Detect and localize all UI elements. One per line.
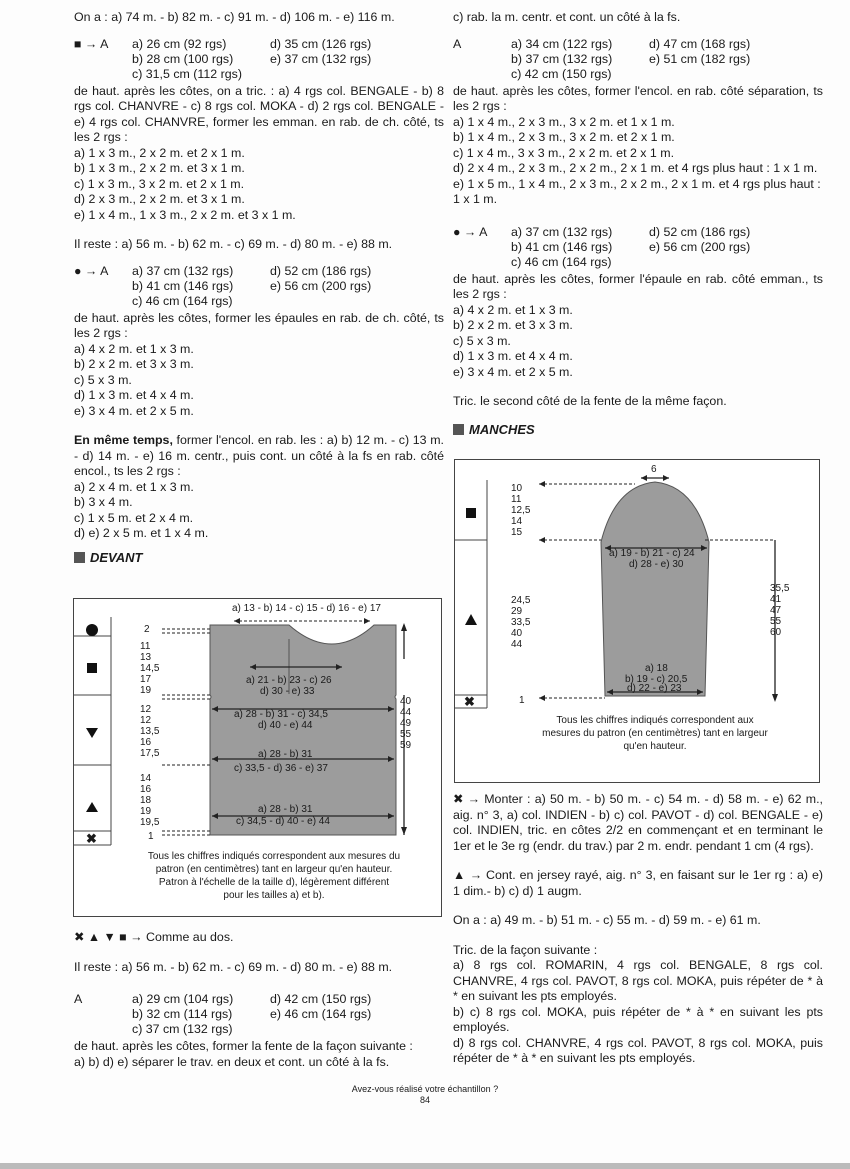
manches-diagram bbox=[454, 459, 820, 783]
devant-schematic bbox=[74, 599, 441, 916]
circle-marker-icon bbox=[86, 624, 98, 636]
size-e: e) 56 cm (200 rgs) bbox=[270, 278, 372, 293]
height-labels-group-2 bbox=[511, 595, 531, 650]
height-label: 12 bbox=[140, 704, 152, 715]
list-item: c) 5 x 3 m. bbox=[74, 372, 132, 387]
left-column-bottom bbox=[74, 930, 444, 1070]
total-height-label: 35,5 bbox=[770, 583, 790, 594]
height-label: 19 bbox=[140, 685, 152, 696]
size-c: c) 37 cm (132 rgs) bbox=[132, 1022, 233, 1036]
size-a: a) 26 cm (92 rgs) bbox=[132, 36, 227, 51]
size-e: e) 56 cm (200 rgs) bbox=[649, 239, 751, 254]
height-label: 1 bbox=[148, 831, 154, 842]
paragraph: b) c) 8 rgs col. MOKA, puis répéter de * à * en suivant les pts employés. bbox=[453, 1004, 823, 1034]
height-label: 10 bbox=[511, 483, 523, 494]
list-item: c) 1 x 4 m., 3 x 3 m., 2 x 2 m. et 2 x 1 m. bbox=[453, 145, 675, 160]
sleeve-schematic bbox=[455, 460, 819, 782]
paragraph: c) rab. la m. centr. et cont. un côté à la fs. bbox=[453, 10, 681, 24]
height-label: 14,5 bbox=[140, 663, 160, 674]
remaining-stitches: Il reste : a) 56 m. - b) 62 m. - c) 69 m. - d) 80 m. - e) 88 m. bbox=[74, 237, 393, 251]
paragraph: de haut. après les côtes, on a tric. : a) 4 rgs col. BENGALE - b) 8 rgs col. CHANVRE - c) 8 rgs col. MOKA - d) 2 rgs col. BENGALE - e) 4 rgs col. CHANVRE, former les emman. en rab. de ch. côté, ts les 2 rgs : bbox=[74, 83, 444, 144]
size-a: a) 34 cm (122 rgs) bbox=[511, 36, 613, 51]
height-label: 16 bbox=[140, 784, 152, 795]
list-item: e) 3 x 4 m. et 2 x 5 m. bbox=[74, 403, 194, 418]
list-item: a) 2 x 4 m. et 1 x 3 m. bbox=[74, 479, 194, 494]
size-b: b) 28 cm (100 rgs) bbox=[132, 51, 234, 66]
height-label: 11 bbox=[140, 641, 151, 652]
paragraph: ▲ → Cont. en jersey rayé, aig. n° 3, en faisant sur le 1er rg : a) e) 1 dim.- b) c) d) 1 augm. bbox=[453, 868, 823, 898]
size-d: d) 42 cm (150 rgs) bbox=[270, 992, 372, 1006]
caption-line: Tous les chiffres indiqués correspondent aux bbox=[556, 715, 754, 726]
paragraph: ✖ ▲ ▼ ■ → Comme au dos. bbox=[74, 930, 234, 944]
page-number: 84 bbox=[419, 1095, 430, 1105]
list-item: e) 1 x 5 m., 1 x 4 m., 2 x 3 m., 2 x 2 m., 2 x 1 m. et 4 rgs plus haut : 1 x 1 m. bbox=[453, 176, 821, 206]
total-height-label: 41 bbox=[770, 594, 782, 605]
paragraph: de haut. après les côtes, former les épaules en rab. de ch. côté, ts les 2 rgs : bbox=[74, 310, 444, 340]
list-item: b) 2 x 2 m. et 3 x 3 m. bbox=[74, 357, 194, 371]
size-marker: A bbox=[74, 992, 83, 1006]
height-label: 2 bbox=[144, 624, 150, 635]
height-label: 12 bbox=[140, 715, 152, 726]
height-label: 12,5 bbox=[511, 505, 531, 516]
hem-width-label: a) 28 - b) 31 bbox=[258, 804, 313, 815]
cuff-width-label: b) 19 - c) 20,5 bbox=[625, 674, 688, 685]
bottom-edge bbox=[0, 1163, 850, 1169]
devant-diagram bbox=[73, 598, 442, 917]
list-item: d) 1 x 3 m. et 4 x 4 m. bbox=[453, 349, 573, 363]
size-table bbox=[74, 37, 444, 84]
list-item: e) 3 x 4 m. et 2 x 5 m. bbox=[453, 364, 573, 379]
list-item: e) 1 x 4 m., 1 x 3 m., 2 x 2 m. et 3 x 1 m. bbox=[74, 207, 296, 222]
paragraph: Tric. de la façon suivante : bbox=[453, 942, 598, 957]
size-b: b) 41 cm (146 rgs) bbox=[132, 278, 234, 293]
paragraph: d) 8 rgs col. CHANVRE, 4 rgs col. PAVOT, 8 rgs col. MOKA, puis répéter de * à * en suivant les pts employés. bbox=[453, 1035, 823, 1065]
left-column bbox=[74, 10, 444, 571]
paragraph: Tric. le second côté de la fente de la même façon. bbox=[453, 394, 727, 408]
size-c: c) 42 cm (150 rgs) bbox=[511, 66, 612, 81]
total-height-label: 49 bbox=[400, 718, 412, 729]
list-item: a) 1 x 3 m., 2 x 2 m. et 2 x 1 m. bbox=[74, 145, 245, 160]
list-item: b) 3 x 4 m. bbox=[74, 495, 133, 509]
height-label: 18 bbox=[140, 795, 152, 806]
stitch-count: On a : a) 74 m. - b) 82 m. - c) 91 m. - d) 106 m. - e) 116 m. bbox=[74, 10, 395, 24]
size-marker: ■ → A bbox=[74, 36, 109, 51]
size-d: d) 35 cm (126 rgs) bbox=[270, 36, 372, 51]
caption-line: mesures du patron (en centimètres) tant en largeur bbox=[542, 728, 768, 739]
height-label: 13 bbox=[140, 652, 152, 663]
shoulder-width-label: a) 21 - b) 23 - c) 26 bbox=[246, 675, 332, 686]
height-label: 40 bbox=[511, 628, 523, 639]
list-item: a) 1 x 4 m., 2 x 3 m., 3 x 2 m. et 1 x 1 m. bbox=[453, 114, 675, 129]
list-item: d) 2 x 3 m., 2 x 2 m. et 3 x 1 m. bbox=[74, 192, 245, 206]
height-labels-group-3 bbox=[140, 704, 160, 759]
cross-marker-icon: ✖ bbox=[86, 831, 97, 846]
size-a: a) 37 cm (132 rgs) bbox=[132, 263, 234, 278]
height-label: 13,5 bbox=[140, 726, 160, 737]
size-b: b) 32 cm (114 rgs) bbox=[132, 1007, 233, 1021]
size-c: c) 46 cm (164 rgs) bbox=[511, 254, 612, 269]
caption-line: Patron à l'échelle de la taille d), légèrement différent bbox=[158, 877, 390, 888]
paragraph: de haut. après les côtes, former la fente de la façon suivante : bbox=[74, 1039, 413, 1053]
total-height-labels bbox=[770, 583, 790, 638]
waist-width-label: c) 33,5 - d) 36 - e) 37 bbox=[234, 763, 328, 774]
diagram-caption bbox=[148, 851, 400, 901]
total-height-label: 40 bbox=[400, 696, 412, 707]
size-table bbox=[453, 225, 823, 272]
diagram-caption bbox=[542, 715, 768, 752]
neck-width-label: a) 13 - b) 14 - c) 15 - d) 16 - e) 17 bbox=[232, 603, 381, 614]
list-item: b) 1 x 3 m., 2 x 2 m. et 3 x 1 m. bbox=[74, 161, 245, 175]
list-item: c) 5 x 3 m. bbox=[453, 333, 511, 348]
caption-line: pour les tailles a) et b). bbox=[223, 890, 325, 901]
size-c: c) 46 cm (164 rgs) bbox=[132, 293, 233, 308]
height-labels-group-2 bbox=[140, 641, 160, 696]
height-labels-group-1 bbox=[511, 483, 531, 538]
instruction-list bbox=[74, 342, 444, 420]
total-height-label: 55 bbox=[770, 616, 782, 627]
list-item: c) 1 x 3 m., 3 x 2 m. et 2 x 1 m. bbox=[74, 176, 245, 191]
paragraph bbox=[74, 433, 444, 480]
stitch-count: On a : a) 49 m. - b) 51 m. - c) 55 m. - d) 59 m. - e) 61 m. bbox=[453, 913, 761, 927]
section-square-icon bbox=[453, 424, 464, 435]
instruction-list bbox=[453, 303, 823, 381]
size-table bbox=[74, 992, 444, 1039]
height-label: 15 bbox=[511, 527, 523, 538]
paragraph: de haut. après les côtes, former l'épaule en rab. côté emman., ts les 2 rgs : bbox=[453, 271, 823, 301]
height-label: 17 bbox=[140, 674, 152, 685]
footer-question: Avez-vous réalisé votre échantillon ? bbox=[351, 1084, 499, 1094]
total-height-label: 44 bbox=[400, 707, 412, 718]
instruction-list bbox=[74, 146, 444, 224]
size-a: a) 29 cm (104 rgs) bbox=[132, 992, 234, 1006]
top-width-label: 6 bbox=[651, 464, 657, 475]
height-label: 14 bbox=[140, 773, 152, 784]
size-table bbox=[74, 264, 444, 311]
total-height-labels bbox=[400, 696, 412, 751]
size-d: d) 52 cm (186 rgs) bbox=[270, 263, 372, 278]
instruction-list bbox=[74, 480, 444, 542]
height-label: 1 bbox=[519, 695, 525, 706]
height-label: 44 bbox=[511, 639, 523, 650]
footer bbox=[0, 1084, 850, 1106]
section-title-manches bbox=[453, 422, 823, 438]
section-title-devant bbox=[74, 550, 444, 566]
section-title-text: MANCHES bbox=[469, 421, 535, 437]
size-marker: A bbox=[453, 36, 462, 51]
triangle-down-marker-icon bbox=[86, 728, 98, 738]
chest-width-label: d) 40 - e) 44 bbox=[258, 720, 313, 731]
height-label: 16 bbox=[140, 737, 152, 748]
height-label: 17,5 bbox=[140, 748, 160, 759]
paragraph: a) 8 rgs col. ROMARIN, 4 rgs col. BENGALE, 8 rgs col. CHANVRE, 4 rgs col. PAVOT, 8 rgs col. MOKA, puis répéter de * à * en suivant les pts employés. bbox=[453, 958, 823, 1003]
height-label: 11 bbox=[511, 494, 522, 505]
size-b: b) 37 cm (132 rgs) bbox=[511, 51, 613, 66]
paragraph: a) b) d) e) séparer le trav. en deux et cont. un côté à la fs. bbox=[74, 1054, 390, 1069]
size-e: e) 51 cm (182 rgs) bbox=[649, 51, 751, 66]
square-marker-icon bbox=[87, 663, 97, 673]
upper-width-label: a) 19 - b) 21 - c) 24 bbox=[609, 548, 695, 559]
caption-line: patron (en centimètres) tant en largeur qu'en hauteur. bbox=[155, 864, 393, 875]
caption-line: Tous les chiffres indiqués correspondent aux mesures du bbox=[147, 851, 401, 862]
cuff-width-label: a) 18 bbox=[645, 663, 668, 674]
height-label: 33,5 bbox=[511, 617, 531, 628]
shoulder-width-label: d) 30 - e) 33 bbox=[260, 686, 315, 697]
size-a: a) 37 cm (132 rgs) bbox=[511, 224, 613, 239]
list-item: a) 4 x 2 m. et 1 x 3 m. bbox=[74, 341, 194, 356]
right-column bbox=[453, 10, 823, 443]
paragraph-text: former l'encol. en rab. les : a) b) 12 m. - c) 13 m. - d) 14 m. - e) 16 m. centr., puis cont. un côté à la fs en rab. côté encol., ts les 2 rgs : bbox=[74, 433, 444, 478]
instruction-list bbox=[453, 115, 823, 208]
size-marker: ● → A bbox=[74, 263, 109, 278]
height-labels-group-4 bbox=[140, 773, 160, 828]
total-height-label: 47 bbox=[770, 605, 782, 616]
size-e: e) 46 cm (164 rgs) bbox=[270, 1007, 372, 1021]
height-label: 19,5 bbox=[140, 817, 160, 828]
cuff-width-label: d) 22 - e) 23 bbox=[627, 683, 682, 694]
triangle-up-marker-icon bbox=[86, 802, 98, 812]
size-b: b) 41 cm (146 rgs) bbox=[511, 239, 613, 254]
cross-marker-icon: ✖ bbox=[464, 694, 475, 709]
section-title-text: DEVANT bbox=[90, 549, 143, 565]
emphasis: En même temps, bbox=[74, 433, 173, 447]
total-height-label: 59 bbox=[400, 740, 412, 751]
list-item: b) 2 x 2 m. et 3 x 3 m. bbox=[453, 318, 573, 332]
upper-width-label: d) 28 - e) 30 bbox=[629, 559, 684, 570]
paragraph: de haut. après les côtes, former l'encol. en rab. côté séparation, ts les 2 rgs : bbox=[453, 83, 823, 113]
size-d: d) 52 cm (186 rgs) bbox=[649, 224, 751, 239]
triangle-up-marker-icon bbox=[465, 614, 477, 625]
hem-width-label: c) 34,5 - d) 40 - e) 44 bbox=[236, 816, 330, 827]
height-label: 19 bbox=[140, 806, 152, 817]
list-item: c) 1 x 5 m. et 2 x 4 m. bbox=[74, 510, 194, 525]
size-table bbox=[453, 37, 823, 84]
list-item: a) 4 x 2 m. et 1 x 3 m. bbox=[453, 302, 573, 317]
remaining-stitches: Il reste : a) 56 m. - b) 62 m. - c) 69 m. - d) 80 m. - e) 88 m. bbox=[74, 959, 393, 974]
size-c: c) 31,5 cm (112 rgs) bbox=[132, 66, 242, 81]
height-label: 24,5 bbox=[511, 595, 531, 606]
size-e: e) 37 cm (132 rgs) bbox=[270, 51, 372, 66]
list-item: b) 1 x 4 m., 2 x 3 m., 3 x 2 m. et 2 x 1 m. bbox=[453, 130, 675, 144]
paragraph: ✖ → Monter : a) 50 m. - b) 50 m. - c) 54 m. - d) 58 m. - e) 62 m., aig. n° 3, a) col. INDIEN - b) c) col. PAVOT - d) col. BENGALE - e) col. INDIEN, tric. en côtes 2/2 en commençant et en terminant le 1er et le 3e rg (endr. du trav.) par 2 m. endr. pendant 1 cm (4 rgs). bbox=[453, 792, 823, 853]
list-item: d) e) 2 x 5 m. et 1 x 4 m. bbox=[74, 526, 209, 540]
square-marker-icon bbox=[466, 508, 476, 518]
size-marker: ● → A bbox=[453, 224, 488, 239]
size-d: d) 47 cm (168 rgs) bbox=[649, 36, 751, 51]
caption-line: qu'en hauteur. bbox=[623, 741, 687, 752]
chest-width-label: a) 28 - b) 31 - c) 34,5 bbox=[234, 709, 328, 720]
list-item: d) 1 x 3 m. et 4 x 4 m. bbox=[74, 388, 194, 402]
height-label: 29 bbox=[511, 606, 523, 617]
total-height-label: 55 bbox=[400, 729, 412, 740]
total-height-label: 60 bbox=[770, 627, 782, 638]
waist-width-label: a) 28 - b) 31 bbox=[258, 749, 313, 760]
right-column-bottom bbox=[453, 792, 823, 1067]
height-label: 14 bbox=[511, 516, 523, 527]
section-square-icon bbox=[74, 552, 85, 563]
list-item: d) 2 x 4 m., 2 x 3 m., 2 x 2 m., 2 x 1 m. et 4 rgs plus haut : 1 x 1 m. bbox=[453, 161, 818, 175]
